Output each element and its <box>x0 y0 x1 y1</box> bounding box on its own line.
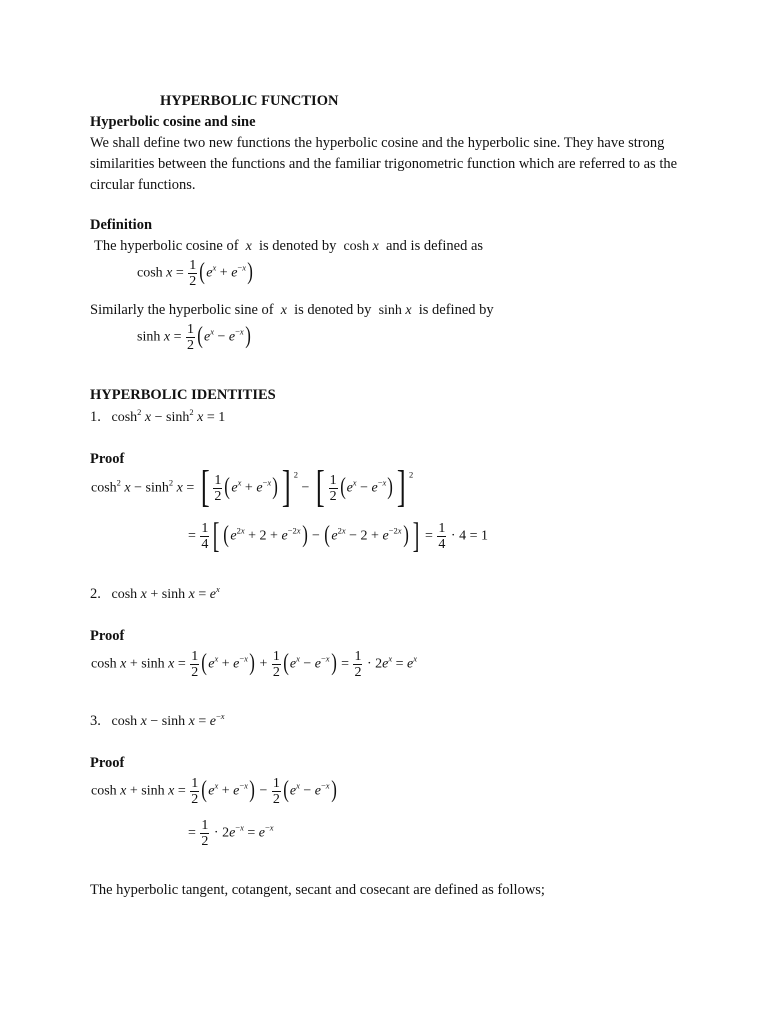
definition-heading: Definition <box>90 217 153 233</box>
cosh-definition-sentence: The hyperbolic cosine of x is denoted by cosh x and is defined as <box>94 238 484 254</box>
proof-1-line-2: = $\frac{1}{4}$ [ $(e^{2x} + 2 + e^{-2x}) - (e^{2x} - 2 + e^{-2x})$ ] = $\frac{1}{4}$ · 4 = 1 <box>188 515 488 555</box>
cosh-def-text-b: is denoted by <box>259 238 337 254</box>
identity-2-number: 2. <box>90 586 101 602</box>
proof-2-label: Proof <box>90 628 125 644</box>
section-heading-cosine-sine: Hyperbolic cosine and sine <box>90 114 256 130</box>
proof-1-line-1: $\cosh^2 x - \sinh^2 x$ = [ $\frac{1}{2}$ $(e^x + e^{-x})$] $^2$ − [ $\frac{1}{2}$ $(e^x - e^{-x})$] $^2$ <box>91 461 414 511</box>
proof-2-line-1: cosh x + sinh x = $\frac{1}{2}$ $(e^x + e^{-x})$ + $\frac{1}{2}$ $(e^x - e^{-x})$ = $\frac{1}{2}$ · $2e^x = e^x$ <box>91 649 418 680</box>
sinh-def-text-b: is denoted by <box>294 302 372 318</box>
proof-3-line-1: cosh x + sinh x = $\frac{1}{2}$ $(e^x + e^{-x})$ − $\frac{1}{2}$ $(e^x - e^{-x})$ <box>91 776 337 807</box>
identities-heading: HYPERBOLIC IDENTITIES <box>90 387 276 403</box>
proof-3-label: Proof <box>90 755 125 771</box>
identity-1: 1. $\cosh^2 x - \sinh^2 x = 1$ <box>90 407 226 425</box>
closing-sentence: The hyperbolic tangent, cotangent, secant and cosecant are defined as follows; <box>90 882 545 898</box>
proof-1-label: Proof <box>90 451 125 467</box>
page-title: HYPERBOLIC FUNCTION <box>160 93 339 109</box>
cosh-def-text-c: and is defined as <box>385 238 484 254</box>
identity-3-number: 3. <box>90 713 101 729</box>
identity-3: 3. $\cosh x - \sinh x = e^{-x}$ <box>90 711 225 729</box>
sinh-definition-sentence: Similarly the hyperbolic sine of x is denoted by sinh x is defined by <box>90 302 494 318</box>
cosh-def-text-a: The hyperbolic cosine of <box>94 238 239 254</box>
proof-3-line-2: = $\frac{1}{2}$ · $2e^{-x} = e^{-x}$ <box>188 818 274 849</box>
identity-2: 2. $\cosh x + \sinh x = e^x$ <box>90 584 220 602</box>
intro-paragraph: We shall define two new functions the hyperbolic cosine and the hyperbolic sine. They have strong similarities between the functions and the familiar trigonometric function which are referred to as the circular functions. <box>90 135 678 193</box>
identity-1-number: 1. <box>90 409 101 425</box>
sinh-def-text-c: is defined by <box>418 302 494 318</box>
sinh-def-text-a: Similarly the hyperbolic sine of <box>90 302 274 318</box>
sinh-formula: sinh x = $\frac{1}{2}$ $(e^x - e^{-x})$ <box>137 322 251 353</box>
cosh-formula: cosh x = $\frac{1}{2}$ $(e^x + e^{-x})$ <box>137 258 253 289</box>
